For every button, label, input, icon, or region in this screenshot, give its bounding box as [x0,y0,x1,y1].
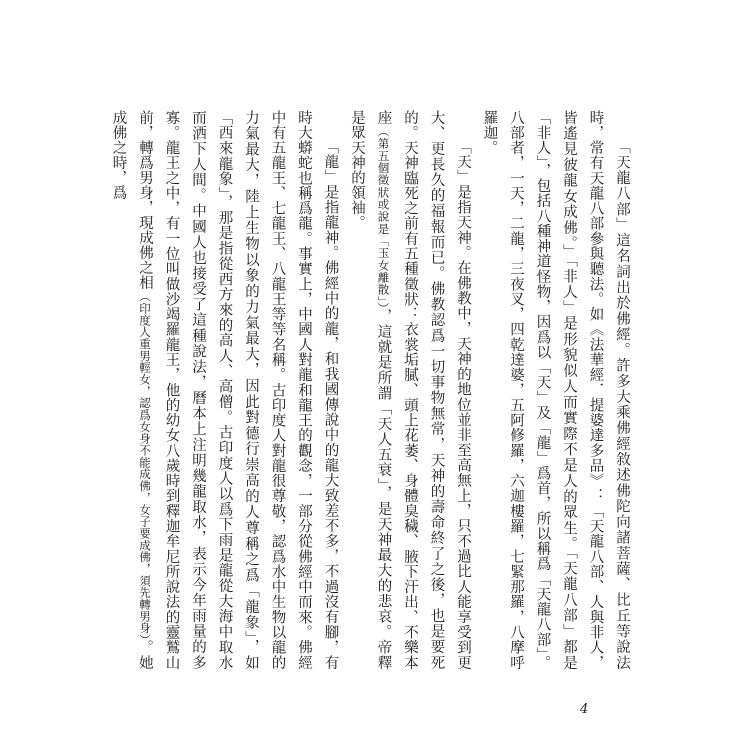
paragraph-text: 「天」是指天神。在佛教中，天神的地位並非至高無上，只不過比人能享受到更大、更長久的福報而已。佛教認爲一切事物無常，天神的壽命終了之後，也是要死的。天神臨死之前有五種徵狀：衣裳垢膩、頭上花萎、身體臭穢、腋下汗出、不樂本座 [375,110,471,670]
page-number: 4 [580,702,589,717]
paragraph-text-continued: 。她成佛之時，爲 [110,110,153,670]
paragraph-text-continued: ，這就是所謂「天人五衰」，是天神最大的悲哀。帝釋是眾天神的領袖。 [349,110,392,670]
paragraph-tianlong-intro [476,110,635,670]
vertical-text-body [105,110,635,670]
annotation-note: （印度人重男輕女，認爲女身不能成佛，女子要成佛，須先轉男身） [138,290,152,640]
annotation-note: （第五個徵狀或說是「玉女離散」） [376,125,391,309]
paragraph-tian [344,110,477,670]
paragraph-text: 「天龍八部」這名詞出於佛經。許多大乘佛經敘述佛陀向諸菩薩、比丘等說法時，常有天龍八部參與聽法。如《法華經．提婆達多品》：「天龍八部、人與非人，皆遙見彼龍女成佛。」「非人」是形貌似人而實際不是人的眾生。「天龍八部」都是「非人」，包括八種神道怪物，因爲以「天」及「龍」爲首，所以稱爲「天龍八部」。八部者，一天，二龍，三夜叉，四乾達婆，五阿修羅，六迦樓羅，七緊那羅，八摩呼羅迦。 [481,110,630,670]
paragraph-text: 「龍」是指龍神。佛經中的龍，和我國傳說中的龍大致差不多，不過沒有腳，有時大蟒蛇也稱爲龍。事實上，中國人對龍和龍王的觀念，一部分從佛經中而來。佛經中有五龍王、七龍王、八龍王等等名稱。古印度人對龍很尊敬，認爲水中生物以龍的力氣最大，陸上生物以象的力氣最大，因此對德行崇高的人尊稱之爲「龍象」，如「西來龍象」，那是指從西方來的高人、高僧。古印度人以爲下雨是龍從大海中取水而洒下人間。中國人也接受了這種說法，曆本上注明幾龍取水，表示今年雨量的多寡。龍王之中，有一位叫做沙竭羅龍王，他的幼女八歲時到釋迦牟尼所說法的靈鷲山前，轉爲男身，現成佛之相 [137,110,339,670]
paragraph-long [105,110,344,670]
